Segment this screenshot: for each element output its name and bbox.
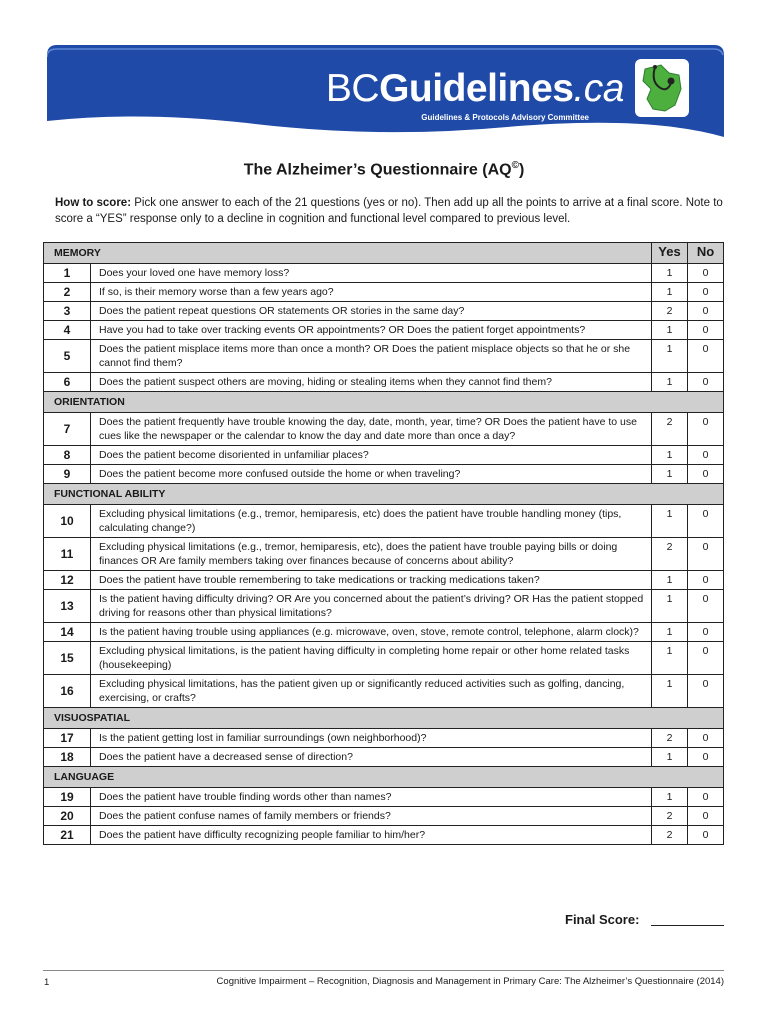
no-score-cell[interactable]: 0 <box>688 340 724 373</box>
no-score-cell[interactable]: 0 <box>688 642 724 675</box>
question-number: 17 <box>44 729 91 748</box>
question-row <box>44 642 724 675</box>
header-banner <box>47 45 724 145</box>
title-copyright: © <box>511 160 519 171</box>
section-title: VISUOSPATIAL <box>44 708 724 729</box>
question-text: Have you had to take over tracking events OR appointments? OR Does the patient forget appointments? <box>91 321 652 340</box>
yes-score-cell[interactable]: 1 <box>652 264 688 283</box>
question-row <box>44 321 724 340</box>
page-title <box>0 160 768 179</box>
no-score-cell[interactable]: 0 <box>688 571 724 590</box>
question-row <box>44 788 724 807</box>
title-end: ) <box>518 161 525 179</box>
question-row <box>44 571 724 590</box>
question-text: Excluding physical limitations (e.g., tremor, hemiparesis, etc) does the patient have trouble handling money (tips, calculating change?) <box>91 505 652 538</box>
yes-score-cell[interactable]: 1 <box>652 283 688 302</box>
question-row <box>44 465 724 484</box>
question-number: 10 <box>44 505 91 538</box>
question-number: 19 <box>44 788 91 807</box>
no-score-cell[interactable]: 0 <box>688 590 724 623</box>
yes-score-cell[interactable]: 2 <box>652 826 688 845</box>
question-number: 16 <box>44 675 91 708</box>
no-score-cell[interactable]: 0 <box>688 283 724 302</box>
no-score-cell[interactable]: 0 <box>688 788 724 807</box>
question-text: Does the patient misplace items more than once a month? OR Does the patient misplace objects so that he or she cannot find them? <box>91 340 652 373</box>
question-text: Does the patient have difficulty recognizing people familiar to him/her? <box>91 826 652 845</box>
question-text: Is the patient getting lost in familiar surroundings (own neighborhood)? <box>91 729 652 748</box>
no-score-cell[interactable]: 0 <box>688 302 724 321</box>
question-number: 13 <box>44 590 91 623</box>
question-text: Does the patient repeat questions OR statements OR stories in the same day? <box>91 302 652 321</box>
no-score-cell[interactable]: 0 <box>688 264 724 283</box>
question-number: 15 <box>44 642 91 675</box>
brand-wordmark <box>326 67 624 111</box>
yes-column-header: Yes <box>652 243 688 264</box>
yes-score-cell[interactable]: 1 <box>652 675 688 708</box>
yes-score-cell[interactable]: 2 <box>652 302 688 321</box>
question-number: 21 <box>44 826 91 845</box>
yes-score-cell[interactable]: 2 <box>652 729 688 748</box>
yes-score-cell[interactable]: 2 <box>652 807 688 826</box>
section-header-row <box>44 767 724 788</box>
question-text: Does the patient become more confused outside the home or when traveling? <box>91 465 652 484</box>
yes-score-cell[interactable]: 1 <box>652 340 688 373</box>
question-number: 12 <box>44 571 91 590</box>
no-score-cell[interactable]: 0 <box>688 807 724 826</box>
question-text: Does the patient confuse names of family members or friends? <box>91 807 652 826</box>
question-row <box>44 446 724 465</box>
question-row <box>44 538 724 571</box>
question-text: Does the patient suspect others are moving, hiding or stealing items when they cannot find them? <box>91 373 652 392</box>
section-header-row <box>44 243 724 264</box>
no-score-cell[interactable]: 0 <box>688 505 724 538</box>
how-to-label: How to score: <box>55 197 132 209</box>
question-text: Does the patient have a decreased sense of direction? <box>91 748 652 767</box>
yes-score-cell[interactable]: 1 <box>652 321 688 340</box>
yes-score-cell[interactable]: 1 <box>652 465 688 484</box>
questionnaire-table <box>43 242 724 845</box>
no-score-cell[interactable]: 0 <box>688 321 724 340</box>
question-row <box>44 807 724 826</box>
yes-score-cell[interactable]: 1 <box>652 788 688 807</box>
title-text: The Alzheimer’s Questionnaire (AQ <box>243 161 512 179</box>
yes-score-cell[interactable]: 1 <box>652 590 688 623</box>
section-header-row <box>44 484 724 505</box>
question-text: Does the patient become disoriented in unfamiliar places? <box>91 446 652 465</box>
question-text: If so, is their memory worse than a few years ago? <box>91 283 652 302</box>
question-number: 14 <box>44 623 91 642</box>
yes-score-cell[interactable]: 1 <box>652 642 688 675</box>
yes-score-cell[interactable]: 1 <box>652 623 688 642</box>
bc-map-stethoscope-icon <box>635 59 689 117</box>
question-number: 7 <box>44 413 91 446</box>
brand-ca: .ca <box>573 67 624 110</box>
yes-score-cell[interactable]: 2 <box>652 413 688 446</box>
question-row <box>44 623 724 642</box>
no-column-header: No <box>688 243 724 264</box>
brand-tagline: Guidelines & Protocols Advisory Committee <box>421 113 589 122</box>
question-text: Excluding physical limitations, is the patient having difficulty in completing home repair or other home related tasks (housekeeping) <box>91 642 652 675</box>
question-row <box>44 373 724 392</box>
question-number: 4 <box>44 321 91 340</box>
question-text: Is the patient having difficulty driving? OR Are you concerned about the patient’s driving? OR Has the patient stopped driving for reasons other than physical limitations? <box>91 590 652 623</box>
no-score-cell[interactable]: 0 <box>688 623 724 642</box>
no-score-cell[interactable]: 0 <box>688 748 724 767</box>
question-number: 20 <box>44 807 91 826</box>
question-number: 18 <box>44 748 91 767</box>
section-title: FUNCTIONAL ABILITY <box>44 484 724 505</box>
yes-score-cell[interactable]: 1 <box>652 571 688 590</box>
final-score-label: Final Score: <box>565 912 640 927</box>
question-text: Does the patient have trouble remembering to take medications or tracking medications taken? <box>91 571 652 590</box>
how-to-score <box>55 195 725 227</box>
question-row <box>44 340 724 373</box>
page-number: 1 <box>44 977 50 988</box>
question-row <box>44 264 724 283</box>
question-row <box>44 590 724 623</box>
question-text: Excluding physical limitations, has the patient given up or significantly reduced activities such as golfing, dancing, exercising, or crafts? <box>91 675 652 708</box>
no-score-cell[interactable]: 0 <box>688 826 724 845</box>
question-row <box>44 729 724 748</box>
question-row <box>44 826 724 845</box>
no-score-cell[interactable]: 0 <box>688 373 724 392</box>
section-title: MEMORY <box>44 243 652 264</box>
section-header-row <box>44 708 724 729</box>
question-number: 6 <box>44 373 91 392</box>
question-number: 8 <box>44 446 91 465</box>
no-score-cell[interactable]: 0 <box>688 675 724 708</box>
question-text: Excluding physical limitations (e.g., tremor, hemiparesis, etc), does the patient have trouble paying bills or doing finances OR Are family members taking over finances because of concerns about ability? <box>91 538 652 571</box>
section-header-row <box>44 392 724 413</box>
question-number: 11 <box>44 538 91 571</box>
footer-divider <box>43 970 724 971</box>
yes-score-cell[interactable]: 1 <box>652 748 688 767</box>
question-text: Does the patient have trouble finding words other than names? <box>91 788 652 807</box>
no-score-cell[interactable]: 0 <box>688 538 724 571</box>
question-number: 1 <box>44 264 91 283</box>
yes-score-cell[interactable]: 1 <box>652 505 688 538</box>
question-row <box>44 302 724 321</box>
question-text: Does the patient frequently have trouble knowing the day, date, month, year, time? OR Does the patient have to use cues like the newspaper or the calendar to know the day and date more than once a day? <box>91 413 652 446</box>
question-text: Is the patient having trouble using appliances (e.g. microwave, oven, stove, remote control, telephone, alarm clock)? <box>91 623 652 642</box>
yes-score-cell[interactable]: 1 <box>652 373 688 392</box>
brand-guidelines: Guidelines <box>379 67 574 110</box>
question-row <box>44 748 724 767</box>
no-score-cell[interactable]: 0 <box>688 729 724 748</box>
footer-text: Cognitive Impairment – Recognition, Diagnosis and Management in Primary Care: The Alzheimer’s Questionnaire (2014) <box>216 976 724 987</box>
question-row <box>44 283 724 302</box>
question-number: 3 <box>44 302 91 321</box>
question-number: 5 <box>44 340 91 373</box>
question-number: 9 <box>44 465 91 484</box>
question-number: 2 <box>44 283 91 302</box>
section-title: ORIENTATION <box>44 392 724 413</box>
brand-bc: BC <box>325 67 380 110</box>
question-row <box>44 675 724 708</box>
question-row <box>44 505 724 538</box>
final-score-field[interactable] <box>651 925 724 926</box>
how-to-text: Pick one answer to each of the 21 questions (yes or no). Then add up all the points to arrive at a final score. Note to score a “YES” response only to a decline in cognition and functional level compared to previous level. <box>55 197 723 225</box>
no-score-cell[interactable]: 0 <box>688 446 724 465</box>
no-score-cell[interactable]: 0 <box>688 465 724 484</box>
section-title: LANGUAGE <box>44 767 724 788</box>
question-text: Does your loved one have memory loss? <box>91 264 652 283</box>
yes-score-cell[interactable]: 1 <box>652 446 688 465</box>
question-row <box>44 413 724 446</box>
no-score-cell[interactable]: 0 <box>688 413 724 446</box>
yes-score-cell[interactable]: 2 <box>652 538 688 571</box>
